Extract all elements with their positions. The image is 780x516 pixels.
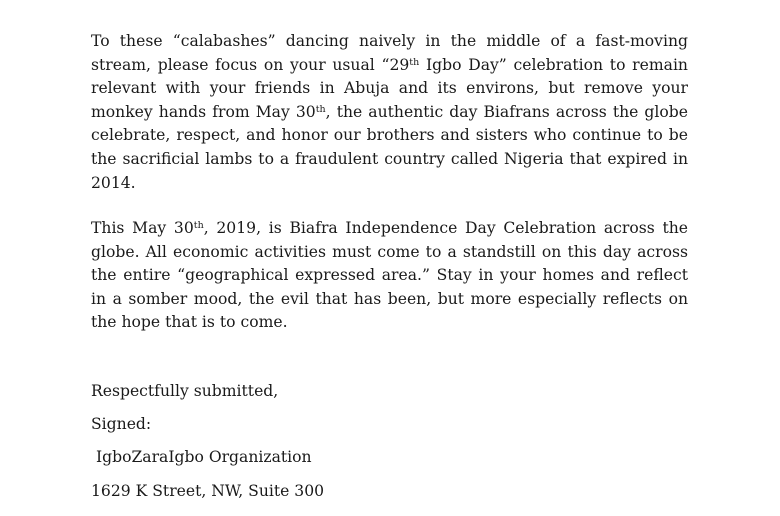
paragraph-2-text-a: This May 30 xyxy=(91,219,194,237)
superscript-ordinal: th xyxy=(193,220,204,231)
signed-label: Signed: xyxy=(91,415,152,433)
paragraph-1-text-c: , the authentic day Biafrans across the globe celebrate, respect, and honor our brothers and sisters who continue to be the sacrificial lambs to a fraudulent country called Nigeria that expired in 2014. xyxy=(91,102,689,192)
paragraph-calabashes xyxy=(91,30,688,195)
paragraph-independence-day xyxy=(91,217,688,335)
organization-name xyxy=(91,447,312,467)
superscript-ordinal: th xyxy=(315,103,326,115)
address-line: 1629 K Street, NW, Suite 300 xyxy=(91,482,325,500)
paragraph-1-text-b: Igbo Day” celebration to remain relevant with your friends in Abuja and its environs, but remove your monkey hands from May 30 xyxy=(91,55,688,121)
paragraph-2-text-b: , 2019, is Biafra Independence Day Celebration across the globe. All economic activities must come to a standstill on this day across the entire “geographical expressed area.” Stay in your homes and reflect in a somber mood, the evil that has been, but more especially reflects on the hope that is to come. xyxy=(91,219,688,332)
paragraph-1-text-a: To these “calabashes” dancing naively in the middle of a fast-moving stream, please focus on your usual “29 xyxy=(91,32,688,74)
closing-line: Respectfully submitted, xyxy=(91,382,279,400)
superscript-ordinal: th xyxy=(409,56,420,68)
organization-name-text: IgboZaraIgbo Organization xyxy=(91,448,312,466)
